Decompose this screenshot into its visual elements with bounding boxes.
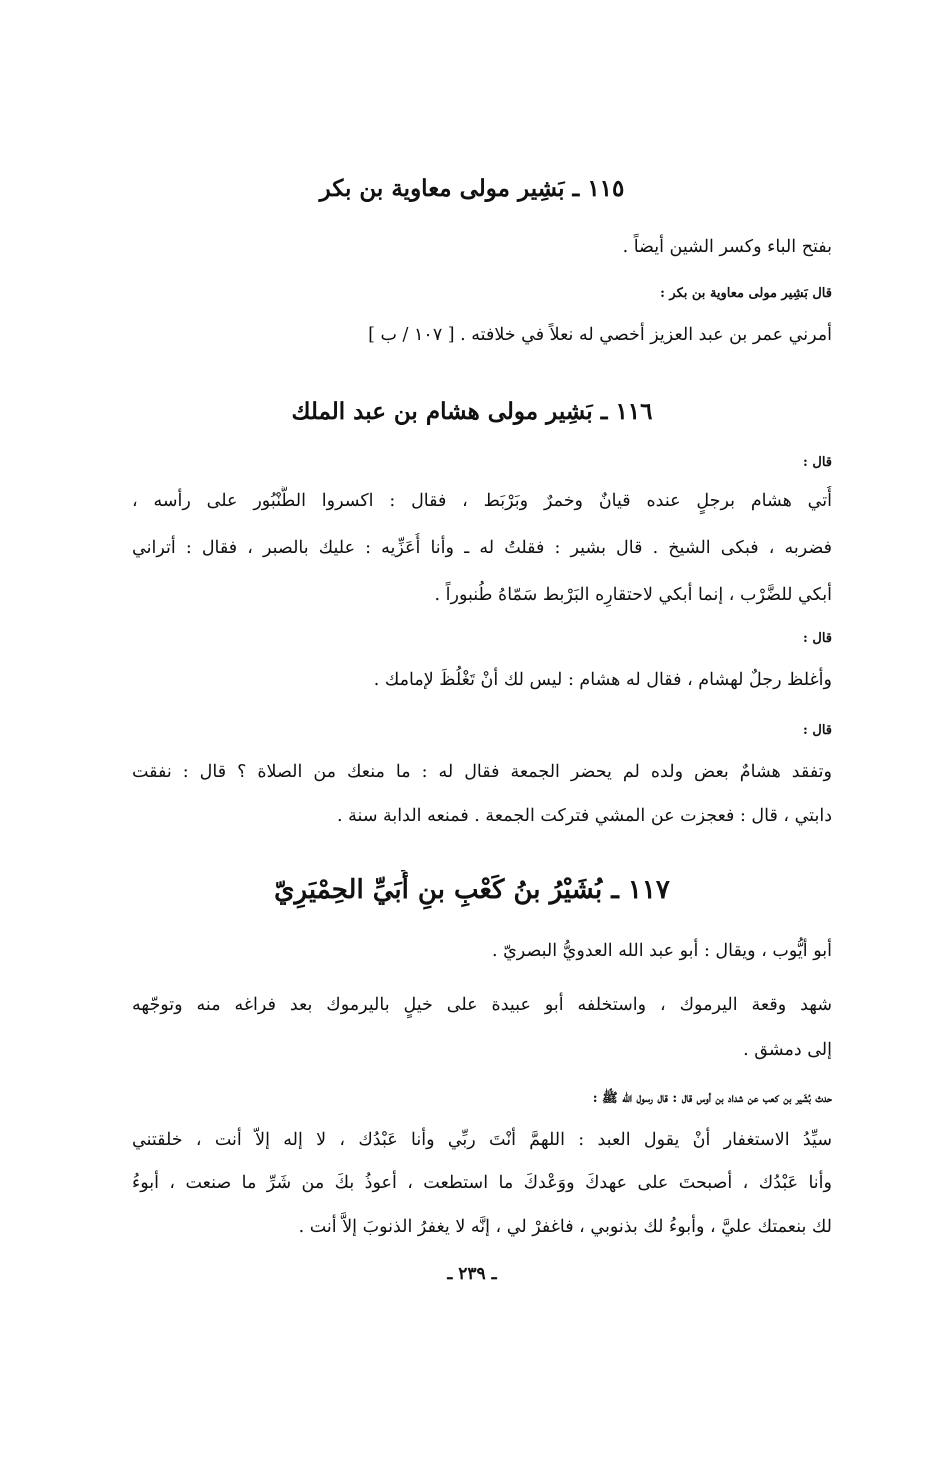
entry-116-line-9: دابتي ، قال : فعجزت عن المشي فتركت الجمعة . فمنعه الدابة سنة . (337, 806, 832, 826)
entry-117-line-2: شهد وقعة اليرموك ، واستخلفه أبو عبيدة على خيلٍ باليرموك بعد فراغه منه وتوجّهه (132, 995, 832, 1015)
entry-116-line-7: قال : (803, 723, 832, 738)
entry-117-heading: ١١٧ ـ بُشَيْرُ بنُ كَعْبِ بنِ أُبَيِّ الحِمْيَرِيّ (274, 875, 670, 905)
entry-117-line-1: أبو أيُّوب ، ويقال : أبو عبد الله العدويُّ البصريّ . (491, 941, 832, 961)
entry-115-line-1: بفتح الباء وكسر الشين أيضاً . (622, 237, 832, 257)
entry-117-line-6: وأنا عَبْدُك ، أصبحتَ على عهدكَ ووَعْدكَ ما استطعت ، أعوذُ بكَ من شَرِّ ما صنعت ، أبوءُ (132, 1173, 832, 1193)
entry-116-line-1: قال : (803, 455, 832, 470)
entry-117-line-7: لك بنعمتك عليَّ ، وأبوءُ لك بذنوبي ، فاغفرْ لي ، إنَّه لا يغفرُ الذنوبَ إلاَّ أنت . (298, 1217, 832, 1237)
entry-116-line-8: وتفقد هشامٌ بعض ولده لم يحضر الجمعة فقال له : ما منعك من الصلاة ؟ قال : نفقت (132, 762, 832, 782)
entry-115-line-3: أمرني عمر بن عبد العزيز أخصي له نعلاً في خلافته . [ ١٠٧ / ب ] (368, 325, 832, 345)
entry-117-line-5: سيِّدُ الاستغفار أنْ يقول العبد : اللهمَّ أنْتَ ربِّي وأنا عَبْدُك ، لا إله إلاّ أنت ، خلقتني (132, 1130, 832, 1150)
entry-115-heading: ١١٥ ـ بَشِير مولى معاوية بن بكر (319, 175, 625, 202)
entry-116-line-6: وأغلظ رجلٌ لهشام ، فقال له هشام : ليس لك أنْ تَغْلُظَ لإمامك . (373, 670, 832, 690)
entry-116-line-4: أبكي للضَّرْب ، إنما أبكي لاحتقارِه البَرْبط سَمّاهُ طُنبوراً . (434, 585, 832, 605)
page-number: ـ ٢٣٩ ـ (447, 1264, 497, 1284)
entry-115-line-2: قال بَشِير مولى معاوية بن بكر : (660, 286, 832, 301)
entry-116-line-5: قال : (803, 631, 832, 646)
entry-116-line-3: فضربه ، فبكى الشيخ . قال بشير : فقلتُ له ـ وأنا أُعَزِّيه : عليك بالصبر ، فقال : أتراني (132, 538, 832, 558)
entry-116-line-2: أُتي هشام برجلٍ عنده قيانٌ وخمرٌ وبَرْبَط ، فقال : اكسروا الطُّنْبُور على رأسه ، (132, 491, 832, 511)
entry-117-line-4: حدث بُشَير بن كعب عن شداد بن أوس قال : قال رسول الله ﷺ : (592, 1091, 832, 1106)
entry-116-heading: ١١٦ ـ بَشِير مولى هشام بن عبد الملك (291, 398, 653, 425)
entry-117-line-3: إلى دمشق . (743, 1040, 832, 1060)
